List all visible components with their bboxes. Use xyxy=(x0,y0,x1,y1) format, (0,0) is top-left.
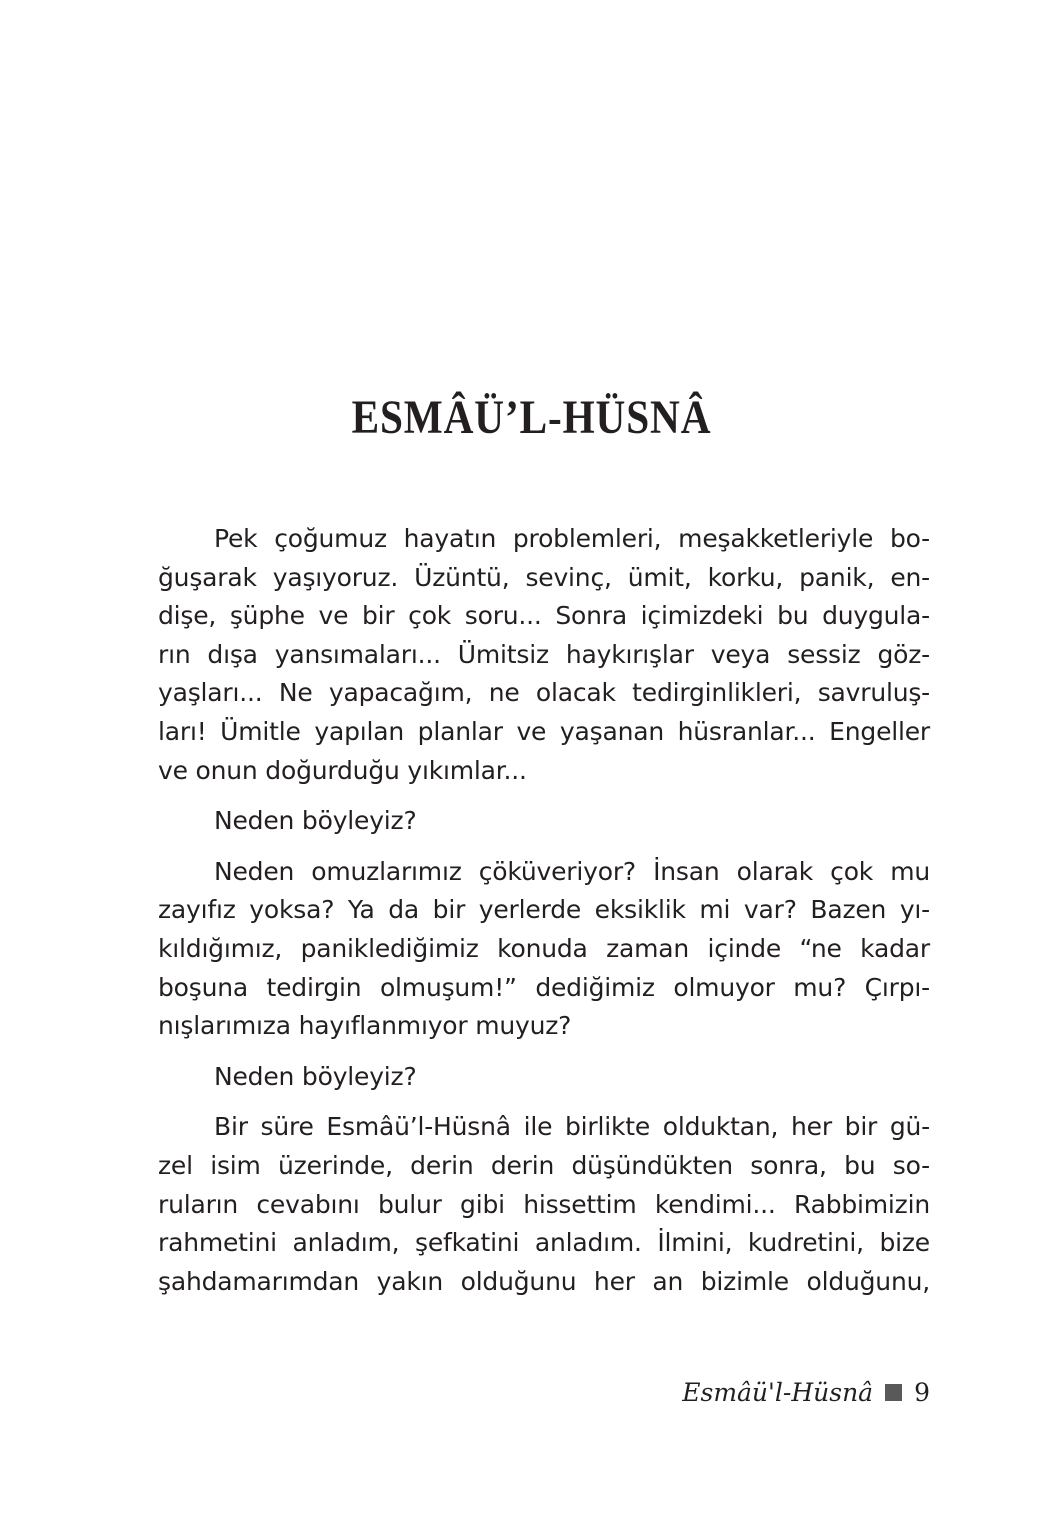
text-line: rın dışa yansımaları... Ümitsiz haykırışlar veya sessiz göz- xyxy=(158,639,930,669)
text-line: Neden böyleyiz? xyxy=(214,806,417,836)
text-line: Neden omuzlarımız çöküveriyor? İnsan olarak çok mu xyxy=(214,856,930,886)
page-footer xyxy=(682,1372,930,1412)
text-line: şahdamarımdan yakın olduğunu her an bizimle olduğunu, xyxy=(158,1266,930,1296)
body-text xyxy=(158,520,930,1313)
text-line: zayıfız yoksa? Ya da bir yerlerde eksiklik mi var? Bazen yı- xyxy=(158,895,930,925)
paragraph-5 xyxy=(158,1108,930,1301)
text-line: ve onun doğurduğu yıkımlar... xyxy=(158,755,527,785)
square-bullet-icon xyxy=(885,1384,902,1401)
text-line: ruların cevabını bulur gibi hissettim kendimi... Rabbimizin xyxy=(158,1189,930,1219)
text-line: ları! Ümitle yapılan planlar ve yaşanan hüsranlar... Engeller xyxy=(158,716,930,746)
text-line: Neden böyleyiz? xyxy=(214,1061,417,1091)
text-line: zel isim üzerinde, derin derin düşündükten sonra, bu so- xyxy=(158,1150,930,1180)
text-line: boşuna tedirgin olmuşum!” dediğimiz olmuyor mu? Çırpı- xyxy=(158,972,930,1002)
text-line: dişe, şüphe ve bir çok soru... Sonra içimizdeki bu duygula- xyxy=(158,601,930,631)
chapter-title: ESMÂÜ’L-HÜSNÂ xyxy=(351,391,712,444)
running-title: Esmâü'l-Hüsnâ xyxy=(682,1377,874,1407)
text-line: kıldığımız, paniklediğimiz konuda zaman içinde “ne kadar xyxy=(158,933,930,963)
text-line: yaşları... Ne yapacağım, ne olacak tedirginlikleri, savruluş- xyxy=(158,678,930,708)
paragraph-3 xyxy=(158,853,930,1046)
paragraph-4 xyxy=(158,1058,930,1097)
text-line: rahmetini anladım, şefkatini anladım. İlmini, kudretini, bize xyxy=(158,1228,930,1258)
text-line: ğuşarak yaşıyoruz. Üzüntü, sevinç, ümit, korku, panik, en- xyxy=(158,562,930,592)
text-line: nışlarımıza hayıflanmıyor muyuz? xyxy=(158,1011,572,1041)
text-line: Pek çoğumuz hayatın problemleri, meşakketleriyle bo- xyxy=(214,524,930,553)
paragraph-2 xyxy=(158,802,930,841)
paragraph-1 xyxy=(158,520,930,790)
text-line: Bir süre Esmâü’l-Hüsnâ ile birlikte olduktan, her bir gü- xyxy=(214,1112,930,1142)
page-number: 9 xyxy=(914,1377,930,1407)
